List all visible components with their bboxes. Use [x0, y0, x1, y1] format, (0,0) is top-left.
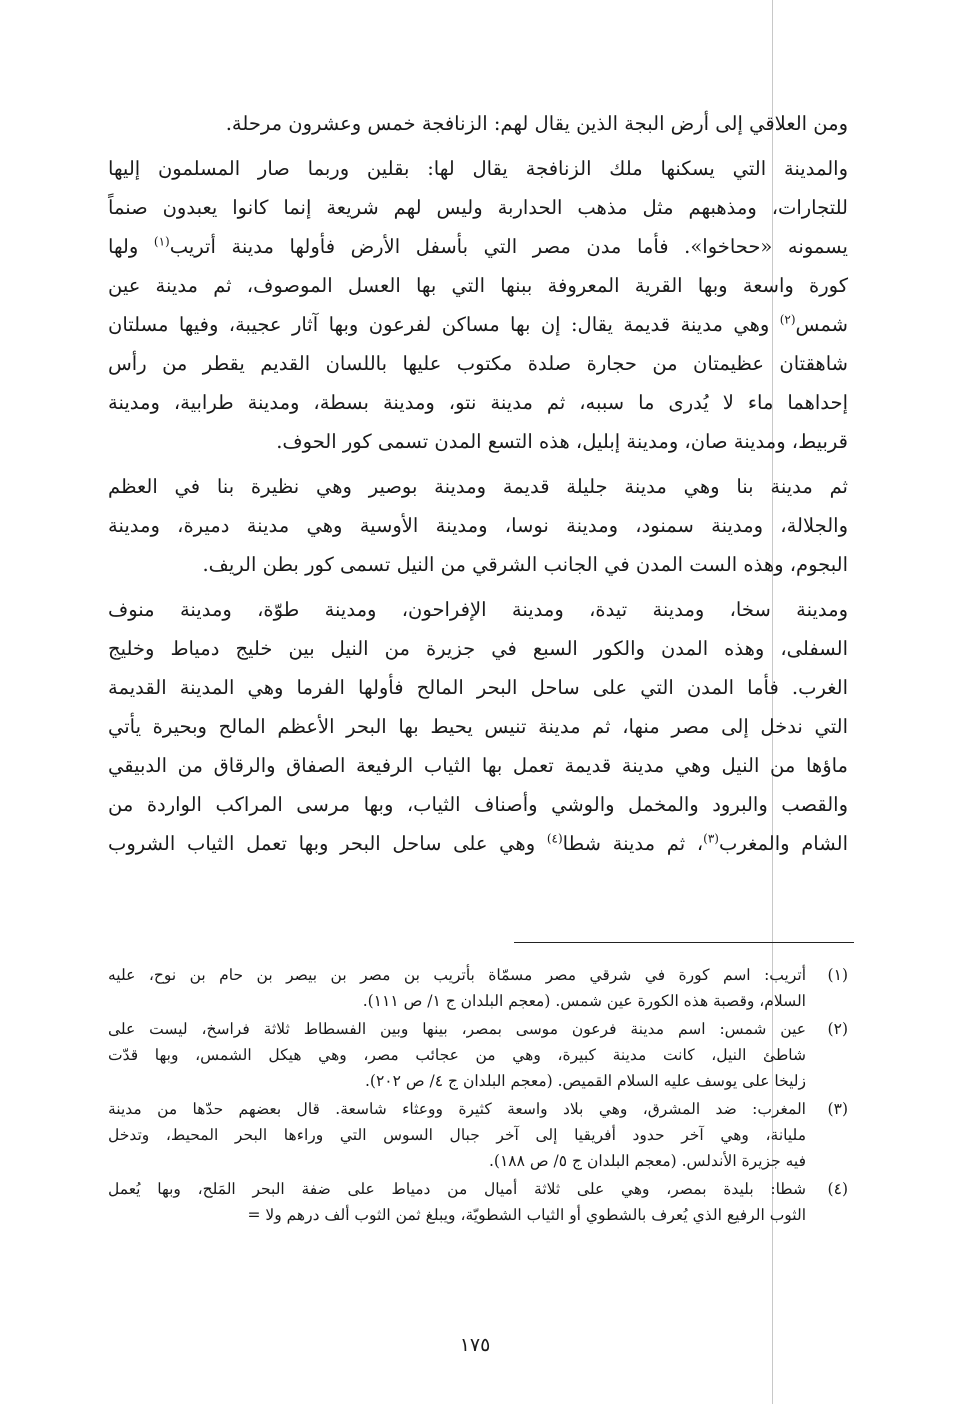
- main-text-body: [108, 104, 848, 869]
- footnote-number: (١): [827, 966, 848, 984]
- footnote-line: أتريب: اسم كورة في شرقي مصر مسمّاة بأتريب بن مصر بن بيصر بن حام بن نوح، عليه: [108, 966, 806, 984]
- paragraph-3: [108, 467, 848, 584]
- footnote-number: (٢): [827, 1020, 848, 1038]
- footnote-body: [108, 1096, 806, 1174]
- footnotes-section: [108, 962, 848, 1230]
- footnote-line: السلام، وقصبة هذه الكورة عين شمس. (معجم البلدان ج ١/ ص ١١١).: [362, 992, 806, 1010]
- text-line: كورة واسعة وبها القرية المعروفة ببنها التي بها العسل الموصوف، ثم مدينة عين: [108, 274, 848, 297]
- text-line: قربيط، ومدينة صان، ومدينة إبليل، هذه التسع المدن تسمى كور الحوف.: [276, 430, 848, 453]
- footnote-line: مليانة، وهي آخر حدود أفريقيا إلى آخر جبال السوس التي وراءها البحر المحيط، وتدخل: [108, 1126, 806, 1144]
- text-line: ثم مدينة بنا وهي مدينة جليلة قديمة ومدينة بوصير وهي نظيرة بنا في العظم: [108, 475, 848, 498]
- footnote-line: زليخا على يوسف عليه السلام القميص. (معجم البلدان ج ٤/ ص ٢٠٢).: [364, 1072, 806, 1090]
- footnote-4: [108, 1176, 848, 1228]
- text-segment: وهي على ساحل البحر وبها تعمل الثياب الشروب: [108, 832, 536, 855]
- footnote-2: [108, 1016, 848, 1094]
- paragraph-1: [108, 104, 848, 143]
- text-line: والمدينة التي يسكنها ملك الزنافجة يقال لها: بقلين وربما صار المسلمون إليها: [108, 157, 848, 180]
- page-number: ١٧٥: [459, 1334, 491, 1356]
- text-segment: ولها: [108, 235, 139, 258]
- text-line: والقصب والبرود والمخمل والوشي وأصناف الثياب، وبها مرسى المراكب الواردة من: [108, 793, 848, 816]
- text-line-with-ref: [108, 305, 848, 344]
- text-segment: الشام والمغرب: [718, 832, 848, 855]
- footnote-ref-4[interactable]: (٤): [546, 831, 563, 846]
- text-line: إحداهما ماء لا يُدرى ما سببه، ثم مدينة نتو، ومدينة بسطة، ومدينة طرابية، ومدينة: [108, 391, 848, 414]
- footnote-line: شاطئ النيل، كانت مدينة كبيرة، وهي من عجائب مصر، وهي هيكل الشمس، وبها قدّت: [108, 1046, 806, 1064]
- paragraph-4: [108, 590, 848, 863]
- paragraph-2: [108, 149, 848, 461]
- text-segment: شمس: [795, 313, 849, 336]
- footnote-ref-3[interactable]: (٣): [703, 831, 719, 846]
- footnote-line: الثوب الرفيع الذي يُعرف بالشطوي أو الثياب الشطويّة، ويبلغ ثمن الثوب ألف درهم ولا =: [247, 1206, 806, 1224]
- text-line-with-ref: [108, 227, 848, 266]
- footnote-line: عين شمس: اسم مدينة فرعون موسى بمصر، بينها وبين الفسطاط ثلاثة فراسخ، ليست على: [108, 1020, 806, 1038]
- text-line: للتجارات، ومذهبهم مثل مذهب الحداربة وليس لهم شريعة إنما كانوا يعبدون صنماً: [108, 196, 848, 219]
- text-line: السفلى، وهذه المدن والكور السبع في جزيرة من النيل بين خليج دمياط وخليج: [108, 637, 848, 660]
- text-line: شاهقتان عظيمتان من حجارة صلدة مكتوب عليها باللسان القديم يقطر من رأس: [108, 352, 848, 375]
- text-segment: ، ثم مدينة شطا: [562, 832, 704, 855]
- footnote-body: [108, 1016, 806, 1094]
- text-line: والجلالة، ومدينة سمنود، ومدينة نوسا، ومدينة الأوسية وهي مدينة دميرة، ومدينة: [108, 514, 848, 537]
- footnote-separator: [514, 942, 854, 943]
- footnote-line: المغرب: ضد المشرق، وهي بلاد واسعة كثيرة ووعثاء شاسعة. قال بعضهم حدّها من مدينة: [108, 1100, 806, 1118]
- footnote-ref-1[interactable]: (١): [153, 234, 170, 249]
- footnote-1: [108, 962, 848, 1014]
- text-line: ماؤها من النيل وهي مدينة قديمة تعمل بها الثياب الرفيعة الصفاق والرقاق من الدبيقي: [108, 754, 848, 777]
- text-line: التي ندخل إلى مصر منها، ثم مدينة تنيس يحيط بها البحر الأعظم المالح وبحيرة يأتي: [108, 715, 848, 738]
- footnote-line: شطا: بليدة بمصر، وهي على ثلاثة أميال من دمياط على ضفة البحر المَلح، وبها يُعمل: [108, 1180, 806, 1198]
- footnote-3: [108, 1096, 848, 1174]
- text-line: الغرب. فأما المدن التي على ساحل البحر المالح فأولها الفرما وهي المدينة القديمة: [108, 676, 848, 699]
- text-line: ومدينة سخا، ومدينة تيدة، ومدينة الإفراحون، ومدينة طوّة، ومدينة منوف: [108, 598, 848, 621]
- footnote-ref-2[interactable]: (٢): [779, 312, 796, 327]
- text-line: البجوم، وهذه الست المدن في الجانب الشرقي من النيل تسمى كور بطن الريف.: [202, 553, 848, 576]
- text-line-with-refs: [108, 824, 848, 863]
- footnote-number: (٤): [827, 1180, 848, 1198]
- text-segment: وهي مدينة قديمة يقال: إن بها مساكن لفرعون وبها آثار عجيبة، وفيها مسلتان: [108, 313, 770, 336]
- footnote-number: (٣): [827, 1100, 848, 1118]
- footnote-body: [108, 962, 806, 1014]
- text-line: ومن العلاقي إلى أرض البجة الذين يقال لهم: الزنافجة خمس وعشرون مرحلة.: [225, 112, 848, 135]
- footnote-line: فيه جزيرة الأندلس. (معجم البلدان ج ٥/ ص ١٨٨).: [488, 1152, 806, 1170]
- footnote-body: [108, 1176, 806, 1228]
- text-segment: يسمونه «ححاخوا». فأما مدن مصر التي بأسفل الأرض فأولها مدينة أتريب: [169, 235, 848, 258]
